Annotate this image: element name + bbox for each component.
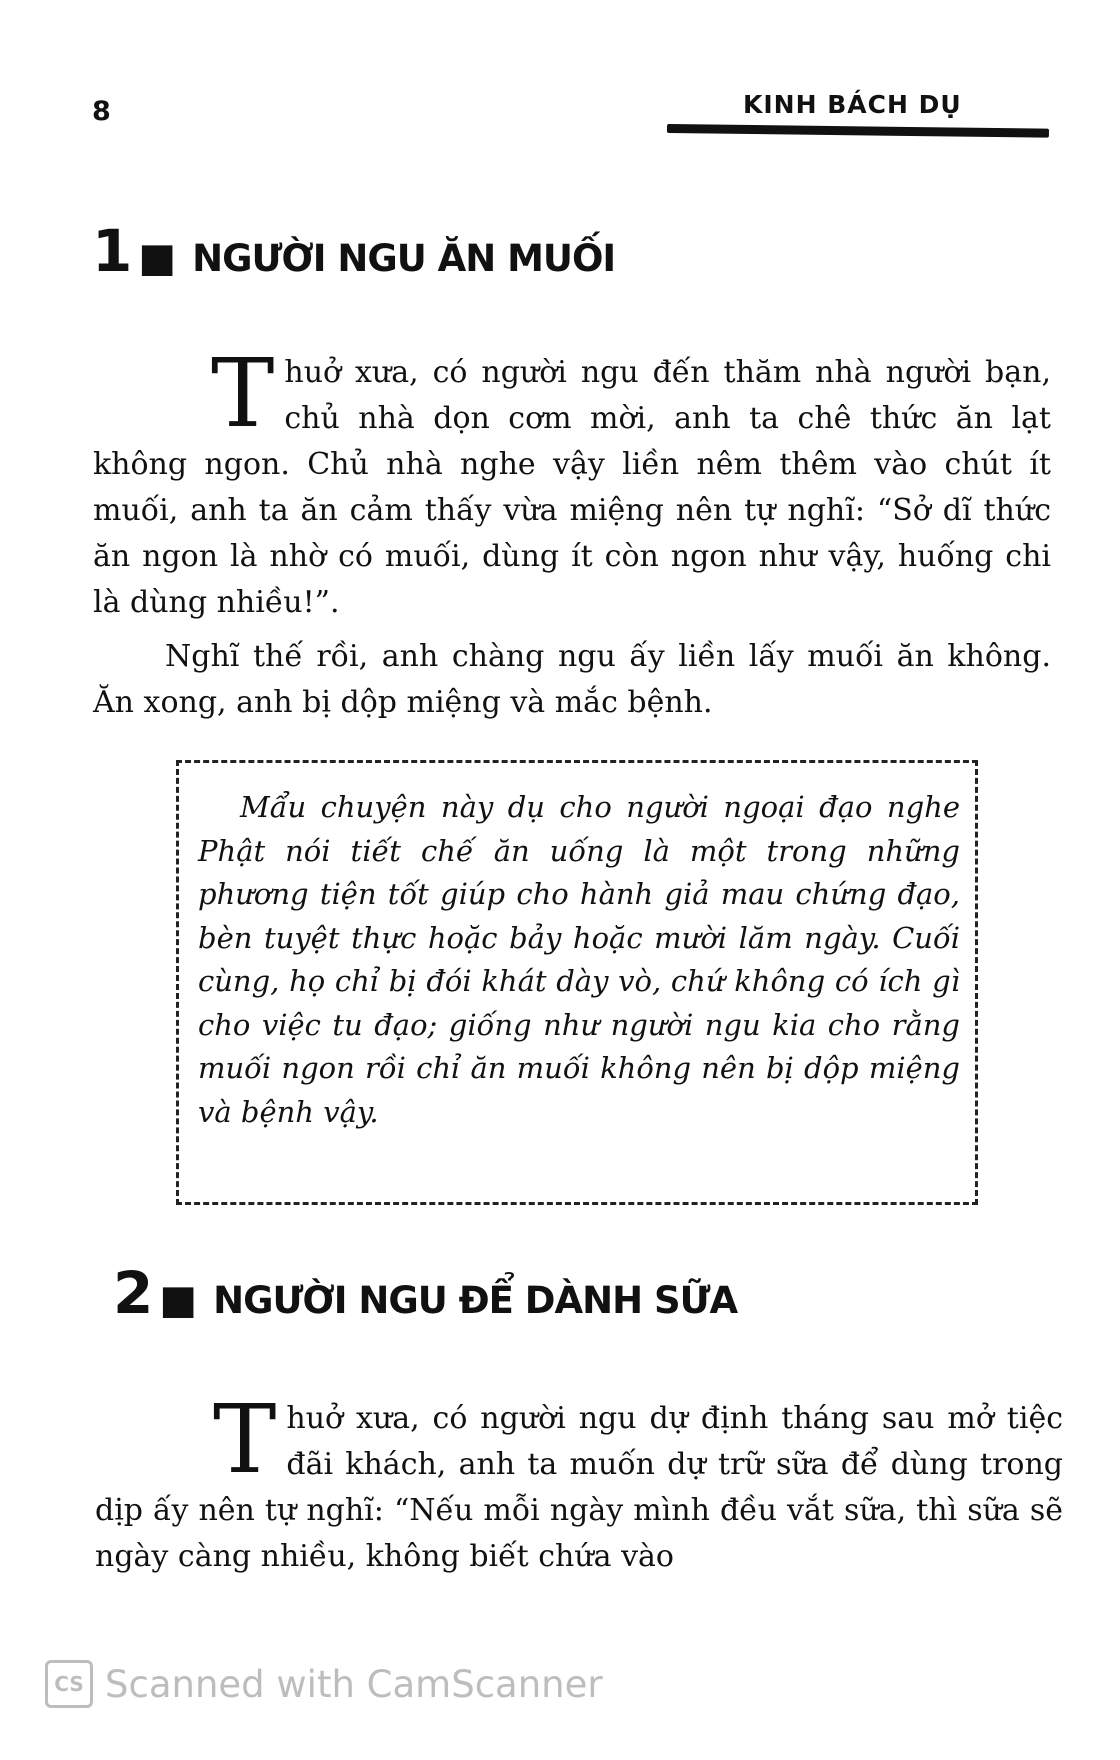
section-heading bbox=[92, 217, 616, 285]
header-rule bbox=[667, 124, 1049, 138]
section-number: 2 bbox=[113, 1259, 152, 1327]
section-title: NGƯỜI NGU ĐỂ DÀNH SỮA bbox=[213, 1279, 738, 1322]
section-dot: ■ bbox=[159, 1277, 198, 1323]
drop-cap: T bbox=[211, 339, 275, 449]
section-title: NGƯỜI NGU ĂN MUỐI bbox=[192, 237, 616, 280]
camscanner-watermark bbox=[45, 1660, 603, 1708]
story-text bbox=[95, 1385, 1063, 1580]
story-text bbox=[93, 339, 1051, 726]
story-paragraph bbox=[93, 339, 1051, 626]
story-paragraph-text: huở xưa, có người ngu dự định tháng sau mở tiệc đãi khách, anh ta muốn dự trữ sữa để dùng trong dịp ấy nên tự nghĩ: “Nếu mỗi ngày mình đều vắt sữa, thì sữa sẽ ngày càng nhiều, không biết chứa vào bbox=[95, 1401, 1063, 1574]
story-paragraph-text: huở xưa, có người ngu đến thăm nhà người bạn, chủ nhà dọn cơm mời, anh ta chê thức ăn lạt không ngon. Chủ nhà nghe vậy liền nêm thêm vào chút ít muối, anh ta ăn cảm thấy vừa miệng nên tự nghĩ: “Sở dĩ thức ăn ngon là nhờ có muối, dùng ít còn ngon như vậy, huống chi là dùng nhiều!”. bbox=[93, 355, 1051, 620]
story-paragraph: Nghĩ thế rồi, anh chàng ngu ấy liền lấy muối ăn không. Ăn xong, anh bị dộp miệng và mắc bệnh. bbox=[93, 639, 1051, 720]
section-number: 1 bbox=[92, 217, 131, 285]
story-paragraph bbox=[95, 1385, 1063, 1580]
page-number: 8 bbox=[92, 96, 111, 127]
moral-text: Mẩu chuyện này dụ cho người ngoại đạo nghe Phật nói tiết chế ăn uống là một trong những phương tiện tốt giúp cho hành giả mau chứng đạo, bèn tuyệt thực hoặc bảy hoặc mười lăm ngày. Cuối cùng, họ chỉ bị đói khát dày vò, chứ không có ích gì cho việc tu đạo; giống như người ngu kia cho rằng muối ngon rồi chỉ ăn muối không nên bị dộp miệng và bệnh vậy. bbox=[198, 790, 960, 1129]
section-dot: ■ bbox=[138, 235, 177, 281]
watermark-text: Scanned with CamScanner bbox=[105, 1662, 603, 1706]
camscanner-logo-icon: CS bbox=[45, 1660, 93, 1708]
drop-cap: T bbox=[213, 1385, 277, 1495]
running-header-title: KINH BÁCH DỤ bbox=[743, 90, 962, 119]
section-heading bbox=[113, 1259, 738, 1327]
